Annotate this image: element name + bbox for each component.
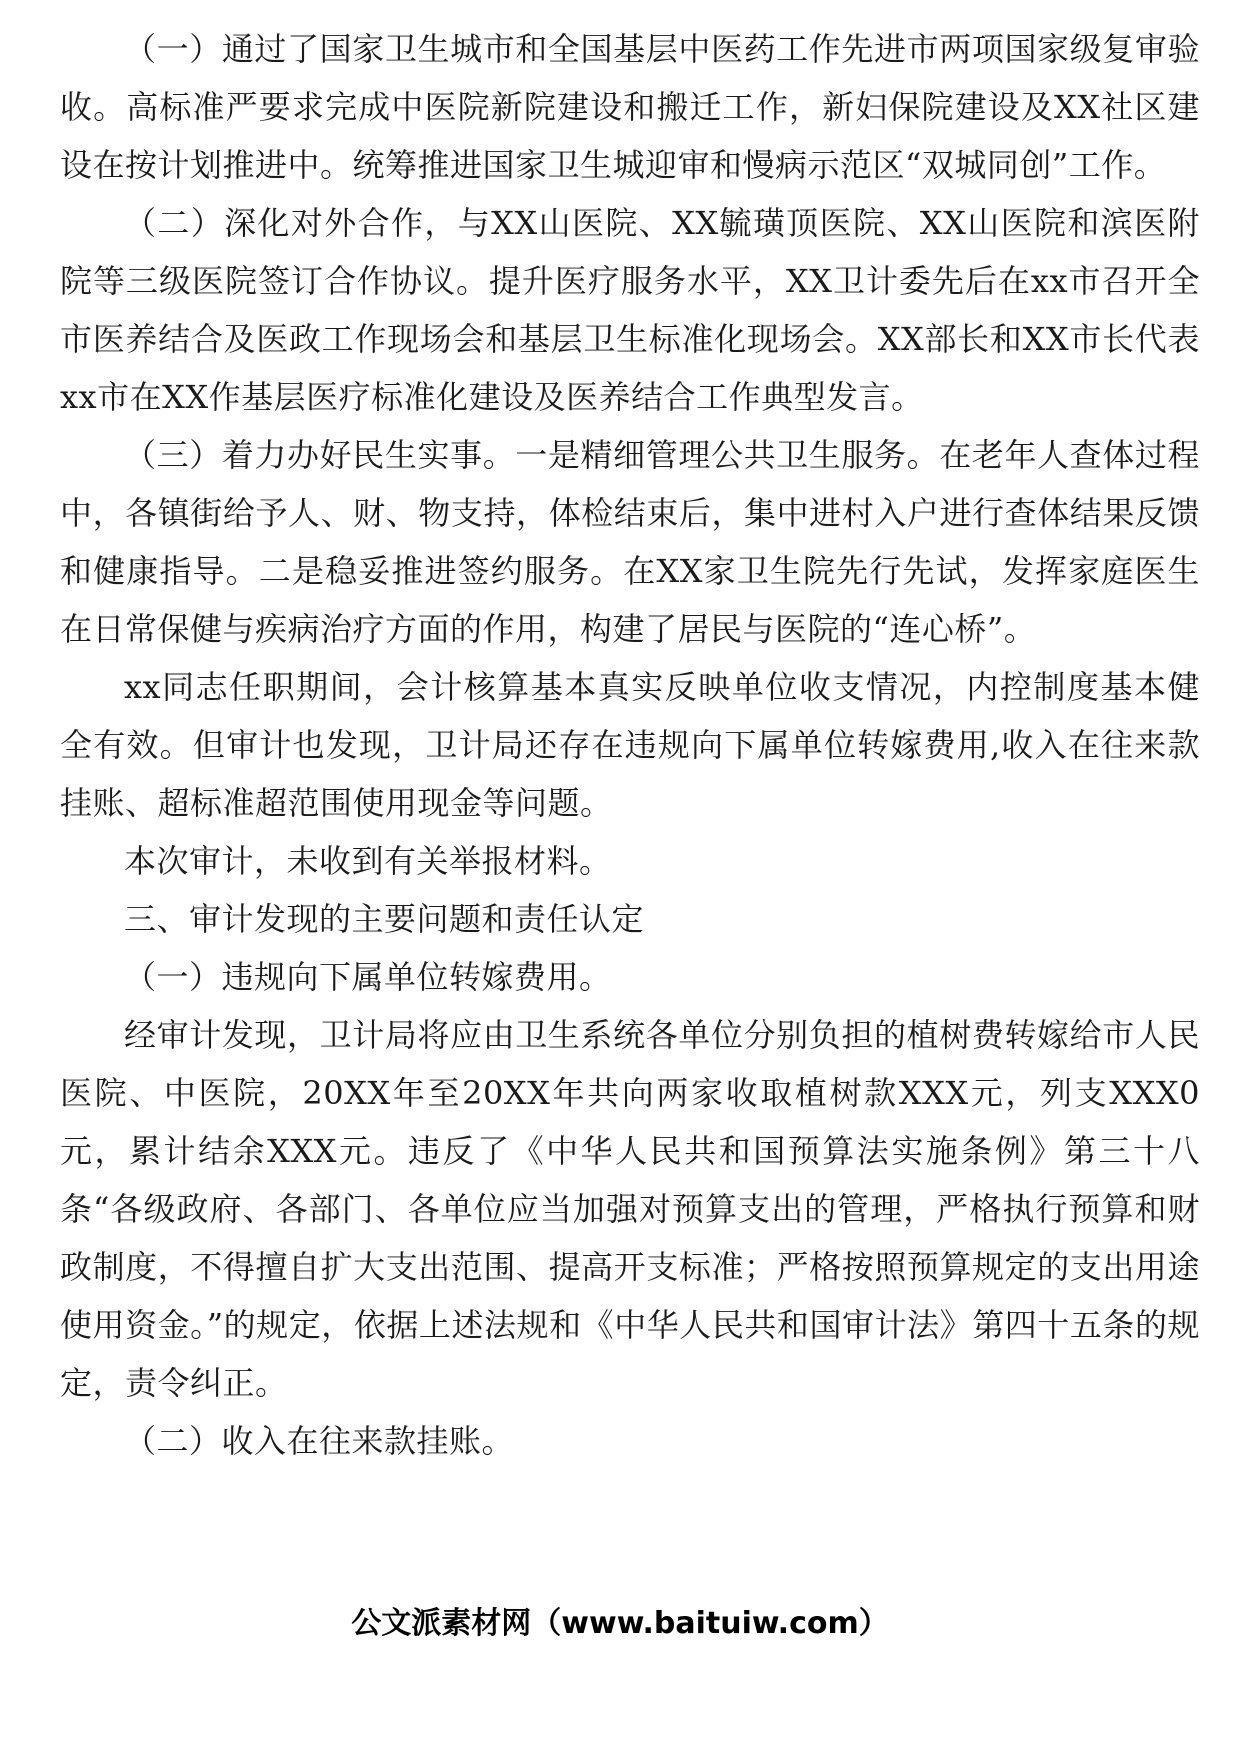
paragraph-problem-1-detail: 经审计发现，卫计局将应由卫生系统各单位分别负担的植树费转嫁给市人民医院、中医院，20XX年至20XX年共向两家收取植树款XXX元，列支XXX0元，累计结余XXX元。违反了《中华人民共和国预算法实施条例》第三十八条“各级政府、各部门、各单位应当加强对预算支出的管理，严格执行预算和财政制度，不得擅自扩大支出范围、提高开支标准；严格按照预算规定的支出用途使用资金。”的规定，依据上述法规和《中华人民共和国审计法》第四十五条的规定，责令纠正。 [60, 1016, 1200, 1402]
footer-watermark: 公文派素材网（www.baituiw.com） [351, 1606, 889, 1641]
heading-main-problems: 三、审计发现的主要问题和责任认定 [124, 900, 645, 938]
paragraph-summary: xx同志任职期间，会计核算基本真实反映单位收支情况，内控制度基本健全有效。但审计也发现，卫计局还存在违规向下属单位转嫁费用,收入在往来款挂账、超标准超范围使用现金等问题。 [60, 668, 1200, 822]
subheading-problem-2: （二）收入在往来款挂账。 [124, 1422, 515, 1460]
paragraph-no-reports: 本次审计，未收到有关举报材料。 [124, 842, 612, 880]
paragraph-section-1: （一）通过了国家卫生城市和全国基层中医药工作先进市两项国家级复审验收。高标准严要求完成中医院新院建设和搬迁工作，新妇保院建设及XX社区建设在按计划推进中。统筹推进国家卫生城迎审和慢病示范区“双城同创”工作。 [60, 30, 1200, 184]
subheading-problem-1: （一）违规向下属单位转嫁费用。 [124, 958, 612, 996]
document-body [60, 20, 1200, 1470]
paragraph-section-3: （三）着力办好民生实事。一是精细管理公共卫生服务。在老年人查体过程中，各镇街给予人、财、物支持，体检结束后，集中进村入户进行查体结果反馈和健康指导。二是稳妥推进签约服务。在XX家卫生院先行先试，发挥家庭医生在日常保健与疾病治疗方面的作用，构建了居民与医院的“连心桥”。 [60, 436, 1200, 648]
paragraph-section-2: （二）深化对外合作，与XX山医院、XX毓璜顶医院、XX山医院和滨医附院等三级医院签订合作协议。提升医疗服务水平，XX卫计委先后在xx市召开全市医养结合及医政工作现场会和基层卫生标准化现场会。XX部长和XX市长代表xx市在XX作基层医疗标准化建设及医养结合工作典型发言。 [60, 204, 1200, 416]
